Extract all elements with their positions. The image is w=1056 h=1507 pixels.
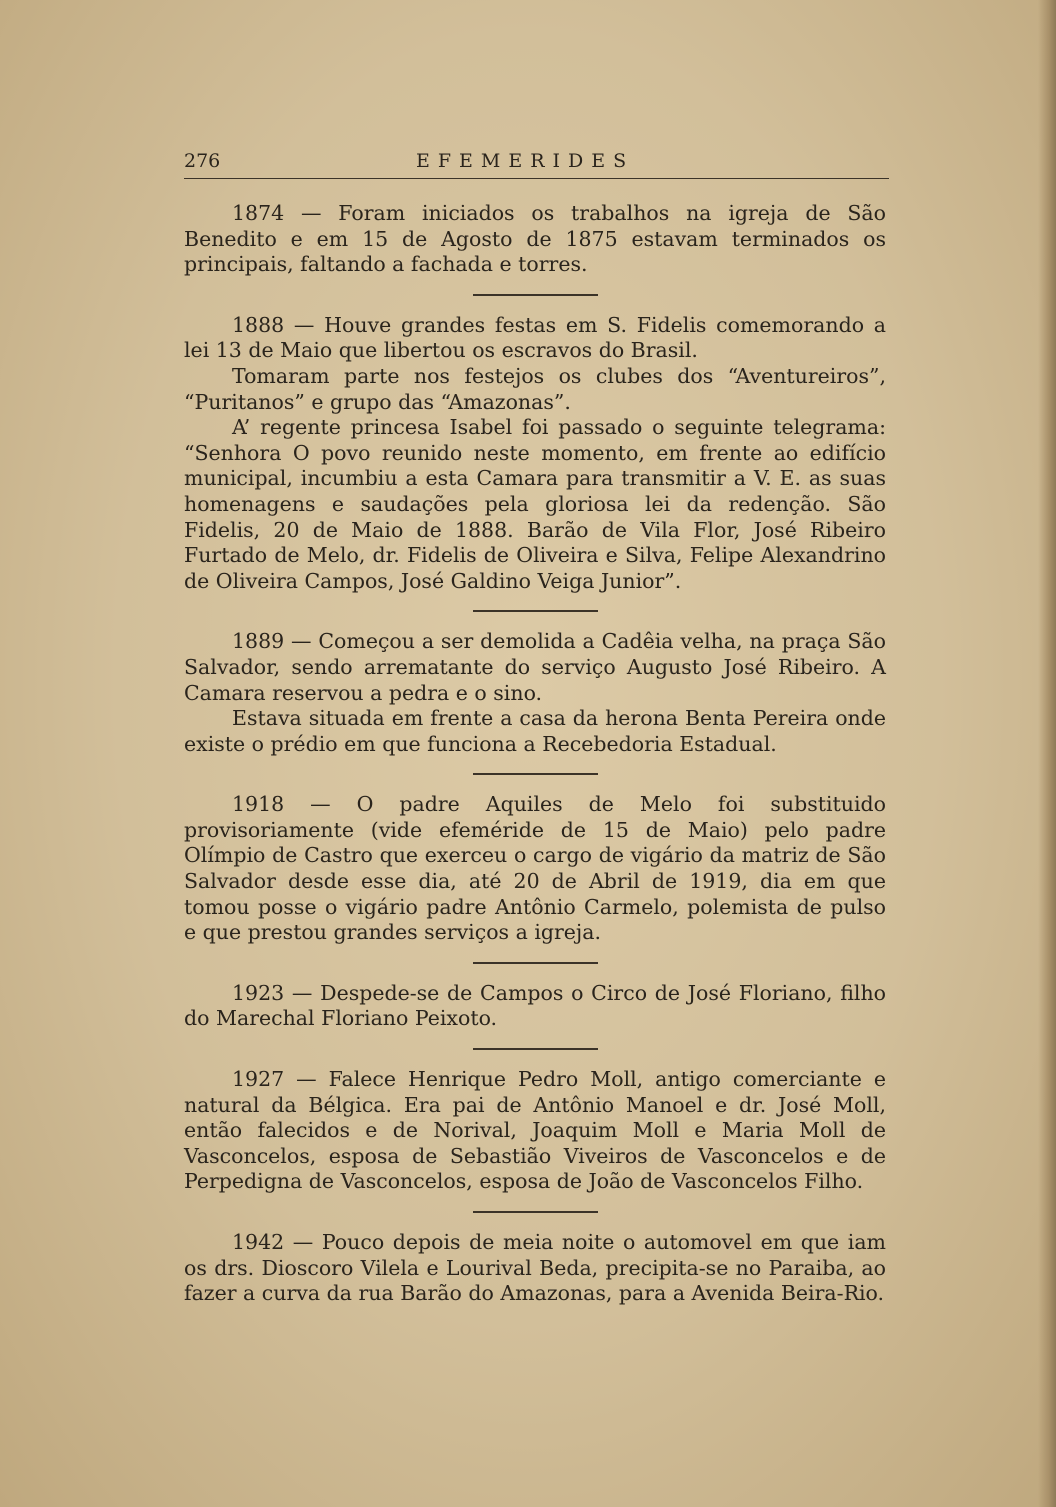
section-divider	[473, 773, 598, 775]
section-divider	[473, 294, 598, 296]
page-number: 276	[184, 150, 221, 172]
entry-paragraph: A’ regente princesa Isabel foi passado o seguinte telegrama: “Senhora O povo reunido neste momento, em frente ao edifício municipal, incumbiu a esta Camara para transmitir a V. E. as suas homenagens e saudações pela gloriosa lei da redenção. São Fidelis, 20 de Maio de 1888. Barão de Vila Flor, José Ribeiro Furtado de Melo, dr. Fidelis de Oliveira e Silva, Felipe Alexandrino de Oliveira Campos, José Galdino Veiga Junior”.	[184, 415, 886, 593]
page-body	[184, 201, 886, 1307]
section-divider	[473, 610, 598, 612]
entry-paragraph: 1888 — Houve grandes festas em S. Fidelis comemorando a lei 13 de Maio que libertou os escravos do Brasil.	[184, 312, 886, 363]
entry-paragraph: Estava situada em frente a casa da herona Benta Pereira onde existe o prédio em que funciona a Recebedoria Estadual.	[184, 706, 886, 756]
section-divider	[473, 1211, 598, 1213]
entry-1923	[184, 981, 886, 1032]
section-divider	[473, 1048, 598, 1050]
entry-1927	[184, 1067, 886, 1195]
page-header	[184, 150, 889, 179]
entry-paragraph: 1874 — Foram iniciados os trabalhos na igreja de São Benedito e em 15 de Agosto de 1875 estavam terminados os principais, faltando a fachada e torres.	[184, 201, 886, 277]
running-title: EFEMERIDES	[416, 150, 635, 172]
entry-1918	[184, 792, 886, 946]
entry-1874	[184, 201, 886, 278]
entry-paragraph: 1889 — Começou a ser demolida a Cadêia velha, na praça São Salvador, sendo arrematante do serviço Augusto José Ribeiro. A Camara reservou a pedra e o sino.	[184, 629, 886, 705]
page-edge-shadow	[1038, 0, 1056, 1507]
entry-paragraph: 1923 — Despede-se de Campos o Circo de José Floriano, filho do Marechal Floriano Peixoto.	[184, 980, 886, 1031]
entry-1889	[184, 629, 886, 757]
entry-paragraph: 1918 — O padre Aquiles de Melo foi substituido provisoriamente (vide efeméride de 15 de Maio) pelo padre Olímpio de Castro que exerceu o cargo de vigário da matriz de São Salvador desde esse dia, até 20 de Abril de 1919, dia em que tomou posse o vigário padre Antônio Carmelo, polemista de pulso e que prestou grandes serviços a igreja.	[184, 792, 886, 945]
section-divider	[473, 962, 598, 964]
entry-paragraph: Tomaram parte nos festejos os clubes dos “Aventureiros”, “Puritanos” e grupo das “Amazonas”.	[184, 363, 886, 414]
entry-1942	[184, 1230, 886, 1307]
entry-1888	[184, 313, 886, 595]
entry-paragraph: 1942 — Pouco depois de meia noite o automovel em que iam os drs. Dioscoro Vilela e Lourival Beda, precipita-se no Paraiba, ao fazer a curva da rua Barão do Amazonas, para a Avenida Beira-Rio.	[184, 1230, 886, 1306]
entry-paragraph: 1927 — Falece Henrique Pedro Moll, antigo comerciante e natural da Bélgica. Era pai de Antônio Manoel e dr. José Moll, então falecidos e de Norival, Joaquim Moll e Maria Moll de Vasconcelos, esposa de Sebastião Viveiros de Vasconcelos e de Perpedigna de Vasconcelos, esposa de João de Vasconcelos Filho.	[184, 1067, 886, 1194]
